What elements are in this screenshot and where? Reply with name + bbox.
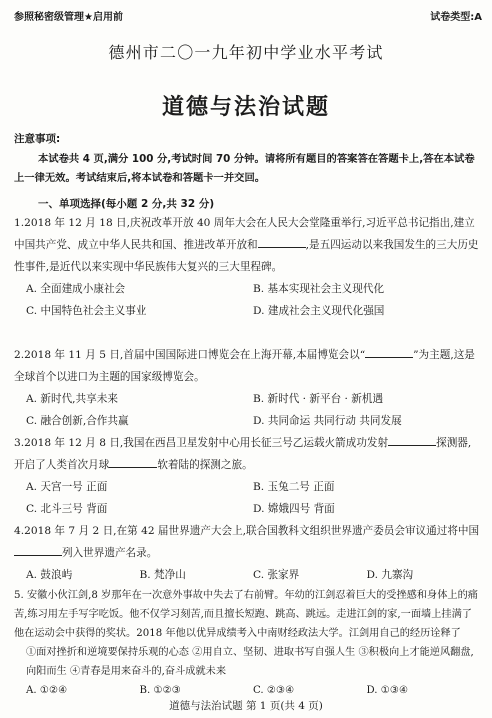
- option-d: D. 建成社会主义现代化强国: [253, 305, 385, 317]
- stem-text: ”为主题,这是全球首个以进口为主题的国家级博览会。: [14, 349, 475, 383]
- subject-title: 道德与法治试题: [161, 95, 330, 120]
- option-a: A. ①②④: [26, 685, 68, 696]
- answer-blank: [14, 545, 62, 556]
- option-c: C. 中国特色社会主义事业: [26, 305, 147, 317]
- question-1: [14, 212, 480, 322]
- stem-text: 4.2018 年 7 月 2 日,在第 42 届世界遗产大会上,联合国教科文组织世界遗产委员会审议通过将中国: [14, 525, 480, 537]
- option-b: B. 玉兔二号 正面: [253, 481, 335, 493]
- question-stem: [14, 432, 480, 476]
- option-b: B. 基本实现社会主义现代化: [253, 283, 385, 295]
- stem-text: 软着陆的探测之旅。: [157, 459, 253, 471]
- stem-text: 1.2018 年 12 月 18 日,庆祝改革开放 40 周年大会在人民大会堂隆重举行,习近平总书记指出,建立中国共产党、成立中华人民共和国、推进改革开放和: [14, 217, 475, 251]
- option-c: C. 北斗三号 背面: [26, 503, 108, 515]
- section-title: 一、单项选择(每小题 2 分,共 32 分): [38, 198, 215, 210]
- options: [14, 564, 480, 586]
- option-d: D. ①③④: [366, 685, 409, 696]
- question-2: [14, 344, 480, 432]
- option-d: D. 嫦娥四号 背面: [253, 503, 335, 515]
- paper-type-label: 试卷类型:A: [430, 12, 482, 23]
- option-c: C. ②③④: [253, 685, 295, 696]
- page-header: [14, 8, 482, 22]
- question-stem: [14, 344, 480, 388]
- stem-text: 2.2018 年 11 月 5 日,首届中国国际进口博览会在上海开幕,本届博览会以“: [14, 349, 366, 361]
- option-c: C. 融合创新,合作共赢: [26, 415, 129, 427]
- stem-text: 3.2018 年 12 月 8 日,我国在西昌卫星发射中心用长征三号乙运载火箭成功发射: [14, 437, 389, 449]
- option-a: A. 新时代,共享未来: [26, 393, 118, 405]
- question-3: [14, 432, 480, 520]
- options: [14, 278, 480, 322]
- option-d: D. 共同命运 共同行动 共同发展: [253, 415, 402, 427]
- notes-text: 本试卷共 4 页,满分 100 分,考试时间 70 分钟。请将所有题目的答案答在答题卡上,答在本试卷上一律无效。考试结束后,将本试卷和答题卡一并交回。: [14, 153, 475, 184]
- answer-blank: [109, 457, 157, 468]
- question-stem: [14, 520, 480, 564]
- stem-text: 列入世界遗产名录。: [62, 547, 158, 559]
- option-a: A. 全面建成小康社会: [26, 283, 126, 295]
- question-stem: 5. 安徽小伙江剑,8 岁那年在一次意外事故中失去了右前臂。年幼的江剑忍着巨大的受挫感和身体上的痛苦,练习用左手写字吃饭。他不仅学习刻苦,而且擅长短跑、跳高、跳远。走进江剑的家,一面墙上挂满了他在运动会中获得的奖状。2018 年他以优异成绩考入中南财经政法大学。江剑用自己的经历诠释了: [14, 590, 478, 639]
- option-d: D. 九寨沟: [366, 569, 414, 581]
- option-a: A. 鼓浪屿: [26, 569, 73, 581]
- question-stem: [14, 212, 480, 278]
- statements: ①面对挫折和逆境要保持乐观的心态 ②用自立、坚韧、进取书写自强人生 ③积极向上才能逆风翻盘,向阳而生 ④青春是用来奋斗的,奋斗成就未来: [26, 647, 474, 677]
- question-5: [14, 586, 480, 700]
- answer-blank: [365, 347, 413, 358]
- confidentiality-label: 参照秘密级管理★启用前: [14, 12, 123, 23]
- notes-heading: 注意事项:: [14, 133, 61, 145]
- page-footer: 道德与法治试题 第 1 页(共 4 页): [169, 700, 323, 712]
- answer-blank: [388, 435, 436, 446]
- exam-title: 德州市二〇一九年初中学业水平考试: [108, 43, 384, 62]
- question-4: [14, 520, 480, 586]
- options: [14, 476, 480, 520]
- stem-text: ,是五四运动以来我国发生的三大历史性事件,是近代以来实现中华民族伟大复兴的三大里程碑。: [14, 239, 479, 273]
- option-b: B. 新时代 · 新平台 · 新机遇: [253, 393, 384, 405]
- option-a: A. 天宫一号 正面: [26, 481, 108, 493]
- option-c: C. 张家界: [253, 569, 300, 581]
- stem-text: 探测器,开启了人类首次月球: [14, 437, 472, 471]
- answer-blank: [258, 237, 306, 248]
- option-b: B. ①②③: [139, 685, 181, 696]
- options: [14, 388, 480, 432]
- option-b: B. 梵净山: [139, 569, 186, 581]
